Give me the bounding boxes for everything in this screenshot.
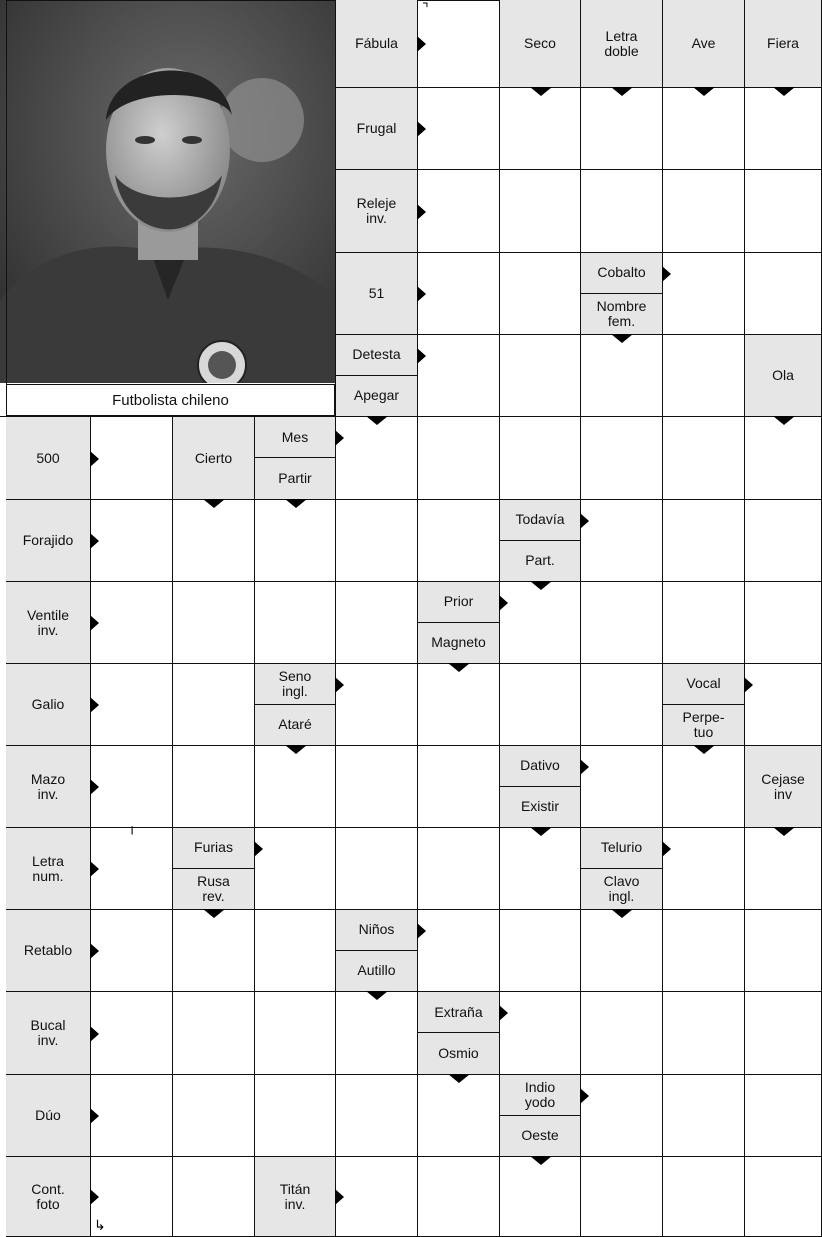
- answer-cell[interactable]: [663, 910, 745, 992]
- clue-text-bottom: Existir: [500, 787, 580, 828]
- arrow-down-icon: [773, 827, 795, 836]
- answer-cell[interactable]: [173, 582, 255, 664]
- corner-hook-icon: ╷: [128, 819, 137, 835]
- photo-panel: [0, 0, 336, 417]
- answer-cell[interactable]: [581, 910, 663, 992]
- answer-cell[interactable]: [581, 746, 663, 828]
- clue-cell: [745, 0, 822, 88]
- arrow-right-icon: [744, 677, 753, 693]
- answer-cell[interactable]: [500, 170, 581, 253]
- answer-cell[interactable]: [581, 664, 663, 746]
- clue-text-top: Extraña: [418, 992, 499, 1033]
- answer-cell[interactable]: [418, 500, 500, 582]
- clue-text-bottom: Oeste: [500, 1116, 580, 1157]
- answer-cell[interactable]: [663, 417, 745, 500]
- answer-cell[interactable]: [745, 417, 822, 500]
- arrow-down-icon: [530, 87, 552, 96]
- clue-text-top: Prior: [418, 582, 499, 623]
- answer-cell[interactable]: [255, 582, 336, 664]
- clue-text-top: Dativo: [500, 746, 580, 787]
- answer-cell[interactable]: [500, 417, 581, 500]
- answer-cell[interactable]: [663, 335, 745, 417]
- answer-cell[interactable]: [255, 992, 336, 1075]
- arrow-right-icon: [90, 451, 99, 467]
- arrow-right-icon: [662, 841, 671, 857]
- answer-cell[interactable]: [500, 910, 581, 992]
- answer-cell[interactable]: [418, 335, 500, 417]
- arrow-right-icon: [90, 533, 99, 549]
- answer-cell[interactable]: [418, 664, 500, 746]
- clue-cell: [6, 992, 91, 1075]
- arrow-right-icon: [90, 861, 99, 877]
- answer-cell[interactable]: [663, 1157, 745, 1237]
- clue-text-bottom: Autillo: [336, 951, 417, 992]
- answer-cell[interactable]: [745, 664, 822, 746]
- clue-text: Ave: [663, 0, 744, 87]
- arrow-down-icon: [285, 499, 307, 508]
- clue-cell: [173, 828, 255, 910]
- answer-cell[interactable]: [745, 170, 822, 253]
- answer-cell[interactable]: [745, 253, 822, 335]
- arrow-right-icon: [580, 513, 589, 529]
- clue-cell: [745, 335, 822, 417]
- answer-cell[interactable]: [581, 582, 663, 664]
- answer-cell[interactable]: [336, 1157, 418, 1237]
- answer-cell[interactable]: [336, 664, 418, 746]
- answer-cell[interactable]: [745, 828, 822, 910]
- clue-text: 500: [6, 417, 90, 499]
- clue-text: Bucal inv.: [6, 992, 90, 1074]
- arrow-right-icon: [254, 841, 263, 857]
- answer-cell[interactable]: [663, 582, 745, 664]
- clue-text-bottom: Osmio: [418, 1033, 499, 1074]
- answer-cell[interactable]: [500, 664, 581, 746]
- arrow-down-icon: [693, 745, 715, 754]
- clue-cell: [6, 746, 91, 828]
- answer-cell[interactable]: [745, 582, 822, 664]
- arrow-right-icon: [417, 121, 426, 137]
- clue-cell: [255, 664, 336, 746]
- answer-cell[interactable]: [663, 500, 745, 582]
- clue-cell: [6, 1157, 91, 1237]
- answer-cell[interactable]: [663, 992, 745, 1075]
- answer-cell[interactable]: [500, 88, 581, 170]
- arrow-down-icon: [773, 87, 795, 96]
- clue-text: Letra doble: [581, 0, 662, 87]
- answer-cell[interactable]: [581, 335, 663, 417]
- answer-cell[interactable]: [745, 992, 822, 1075]
- arrow-right-icon: [90, 615, 99, 631]
- clue-text: Fábula: [336, 0, 417, 87]
- answer-cell[interactable]: [500, 828, 581, 910]
- answer-cell[interactable]: [173, 746, 255, 828]
- clue-text: Cejase inv: [745, 746, 821, 827]
- clue-text-bottom: Partir: [255, 458, 335, 499]
- answer-cell[interactable]: [500, 335, 581, 417]
- clue-text-bottom: Clavo ingl.: [581, 869, 662, 910]
- answer-cell[interactable]: [173, 664, 255, 746]
- clue-cell: [663, 664, 745, 746]
- answer-cell[interactable]: [500, 253, 581, 335]
- clue-cell: [6, 664, 91, 746]
- arrow-right-icon: [662, 266, 671, 282]
- clue-text: Frugal: [336, 88, 417, 169]
- answer-cell[interactable]: [173, 1157, 255, 1237]
- arrow-down-icon: [203, 909, 225, 918]
- answer-cell[interactable]: [745, 910, 822, 992]
- clue-text-bottom: Rusa rev.: [173, 869, 254, 910]
- answer-cell[interactable]: [255, 500, 336, 582]
- answer-cell[interactable]: [418, 0, 500, 88]
- answer-cell[interactable]: [663, 253, 745, 335]
- arrow-down-icon: [366, 416, 388, 425]
- arrow-down-icon: [611, 87, 633, 96]
- clue-cell: [6, 500, 91, 582]
- answer-cell[interactable]: [173, 910, 255, 992]
- clue-cell: [418, 992, 500, 1075]
- arrow-down-icon: [773, 416, 795, 425]
- arrow-right-icon: [90, 943, 99, 959]
- clue-cell: [581, 828, 663, 910]
- clue-text-top: Detesta: [336, 335, 417, 376]
- answer-cell[interactable]: [91, 828, 173, 910]
- clue-text: Cont. foto: [6, 1157, 90, 1236]
- answer-cell[interactable]: [336, 417, 418, 500]
- answer-cell[interactable]: [255, 746, 336, 828]
- arrow-right-icon: [90, 1108, 99, 1124]
- arrow-right-icon: [417, 286, 426, 302]
- clue-cell: [6, 417, 91, 500]
- clue-text-top: Furias: [173, 828, 254, 869]
- clue-text: Ventile inv.: [6, 582, 90, 663]
- clue-cell: [581, 253, 663, 335]
- answer-cell[interactable]: [91, 417, 173, 500]
- answer-cell[interactable]: [91, 1075, 173, 1157]
- answer-cell[interactable]: [336, 582, 418, 664]
- clue-text: Seco: [500, 0, 580, 87]
- answer-cell[interactable]: [581, 88, 663, 170]
- arrow-right-icon: [499, 595, 508, 611]
- arrow-down-icon: [611, 334, 633, 343]
- arrow-down-icon: [530, 827, 552, 836]
- answer-cell[interactable]: [336, 746, 418, 828]
- arrow-down-icon: [448, 663, 470, 672]
- answer-cell[interactable]: [255, 910, 336, 992]
- arrow-right-icon: [499, 1005, 508, 1021]
- clue-text: Letra num.: [6, 828, 90, 909]
- clue-text-bottom: Nombre fem.: [581, 294, 662, 335]
- answer-cell[interactable]: [418, 170, 500, 253]
- arrow-right-icon: [580, 1088, 589, 1104]
- clue-text-bottom: Part.: [500, 541, 580, 582]
- clue-text-bottom: Magneto: [418, 623, 499, 664]
- answer-cell[interactable]: [336, 1075, 418, 1157]
- clue-cell: [173, 417, 255, 500]
- arrow-right-icon: [417, 36, 426, 52]
- answer-cell[interactable]: [500, 582, 581, 664]
- answer-cell[interactable]: [418, 1157, 500, 1237]
- clue-text-top: Cobalto: [581, 253, 662, 294]
- answer-cell[interactable]: [500, 992, 581, 1075]
- answer-cell[interactable]: [663, 1075, 745, 1157]
- clue-cell: [581, 0, 663, 88]
- arrow-right-icon: [417, 923, 426, 939]
- clue-cell: [6, 582, 91, 664]
- clue-cell: [6, 1075, 91, 1157]
- arrow-down-icon: [693, 87, 715, 96]
- answer-cell[interactable]: [581, 170, 663, 253]
- answer-cell[interactable]: [418, 88, 500, 170]
- clue-cell: [255, 1157, 336, 1237]
- arrow-down-icon: [203, 499, 225, 508]
- clue-text: 51: [336, 253, 417, 334]
- answer-cell[interactable]: [581, 500, 663, 582]
- clue-cell: [418, 582, 500, 664]
- clue-text-top: Niños: [336, 910, 417, 951]
- answer-cell[interactable]: [581, 1157, 663, 1237]
- answer-cell[interactable]: [418, 417, 500, 500]
- clue-text: Ola: [745, 335, 821, 416]
- answer-cell[interactable]: [91, 992, 173, 1075]
- clue-cell: [336, 335, 418, 417]
- federation-crest-icon: [198, 341, 246, 383]
- answer-cell[interactable]: [663, 828, 745, 910]
- arrow-down-icon: [611, 909, 633, 918]
- clue-text: Retablo: [6, 910, 90, 991]
- answer-cell[interactable]: [745, 500, 822, 582]
- answer-cell[interactable]: [91, 664, 173, 746]
- clue-text: Forajido: [6, 500, 90, 581]
- clue-text-bottom: Apegar: [336, 376, 417, 417]
- clue-cell: [745, 746, 822, 828]
- clue-cell: [500, 0, 581, 88]
- answer-cell[interactable]: [581, 1075, 663, 1157]
- answer-cell[interactable]: [581, 992, 663, 1075]
- clue-cell: [663, 0, 745, 88]
- clue-text: Galio: [6, 664, 90, 745]
- footballer-photo: [0, 0, 336, 383]
- answer-cell[interactable]: [255, 828, 336, 910]
- clue-cell: [336, 253, 418, 335]
- arrow-down-icon: [448, 1074, 470, 1083]
- answer-cell[interactable]: [663, 746, 745, 828]
- arrow-down-icon: [530, 1156, 552, 1165]
- clue-text-bottom: Perpe- tuo: [663, 705, 744, 746]
- answer-cell[interactable]: [336, 828, 418, 910]
- clue-cell: [336, 910, 418, 992]
- photo-caption: Futbolista chileno: [6, 384, 335, 416]
- answer-cell[interactable]: [91, 746, 173, 828]
- answer-cell[interactable]: [418, 746, 500, 828]
- arrow-right-icon: [90, 779, 99, 795]
- answer-cell[interactable]: [663, 170, 745, 253]
- answer-cell[interactable]: [173, 992, 255, 1075]
- answer-cell[interactable]: [91, 582, 173, 664]
- answer-cell[interactable]: [745, 1075, 822, 1157]
- arrow-down-icon: [530, 581, 552, 590]
- arrow-right-icon: [580, 759, 589, 775]
- answer-cell[interactable]: [581, 417, 663, 500]
- answer-cell[interactable]: [418, 828, 500, 910]
- arrow-right-icon: [90, 1189, 99, 1205]
- answer-cell[interactable]: [173, 1075, 255, 1157]
- arrow-right-icon: [335, 1189, 344, 1205]
- arrow-right-icon: [417, 348, 426, 364]
- clue-cell: [6, 910, 91, 992]
- answer-cell[interactable]: [745, 1157, 822, 1237]
- answer-cell[interactable]: [255, 1075, 336, 1157]
- answer-cell[interactable]: [91, 500, 173, 582]
- clue-text-top: Telurio: [581, 828, 662, 869]
- answer-cell[interactable]: [663, 88, 745, 170]
- arrow-right-icon: [335, 677, 344, 693]
- corner-hook-icon: ⌝: [422, 1, 429, 17]
- corner-hook-icon: ↳: [94, 1218, 106, 1234]
- clue-cell: [6, 828, 91, 910]
- arrow-right-icon: [90, 1026, 99, 1042]
- clue-text-top: Vocal: [663, 664, 744, 705]
- clue-cell: [500, 500, 581, 582]
- answer-cell[interactable]: [91, 910, 173, 992]
- arrow-right-icon: [335, 430, 344, 446]
- clue-cell: [336, 0, 418, 88]
- clue-cell: [336, 170, 418, 253]
- clue-text: Cierto: [173, 417, 254, 499]
- clue-text: Dúo: [6, 1075, 90, 1156]
- clue-cell: [336, 88, 418, 170]
- clue-text-top: Todavía: [500, 500, 580, 541]
- clue-text-top: Seno ingl.: [255, 664, 335, 705]
- clue-text-top: Mes: [255, 417, 335, 458]
- answer-cell[interactable]: [418, 253, 500, 335]
- clue-text: Releje inv.: [336, 170, 417, 252]
- clue-cell: [500, 1075, 581, 1157]
- clue-text-top: Indio yodo: [500, 1075, 580, 1116]
- arrow-right-icon: [90, 697, 99, 713]
- arrow-down-icon: [366, 991, 388, 1000]
- arrow-down-icon: [285, 745, 307, 754]
- answer-cell[interactable]: [173, 500, 255, 582]
- clue-cell: [255, 417, 336, 500]
- arrow-right-icon: [417, 204, 426, 220]
- answer-cell[interactable]: [336, 992, 418, 1075]
- answer-cell[interactable]: [418, 910, 500, 992]
- answer-cell[interactable]: [336, 500, 418, 582]
- answer-cell[interactable]: [745, 88, 822, 170]
- clue-cell: [500, 746, 581, 828]
- answer-cell[interactable]: [418, 1075, 500, 1157]
- clue-text-bottom: Ataré: [255, 705, 335, 746]
- clue-text: Fiera: [745, 0, 821, 87]
- answer-cell[interactable]: [500, 1157, 581, 1237]
- clue-text: Mazo inv.: [6, 746, 90, 827]
- clue-text: Titán inv.: [255, 1157, 335, 1236]
